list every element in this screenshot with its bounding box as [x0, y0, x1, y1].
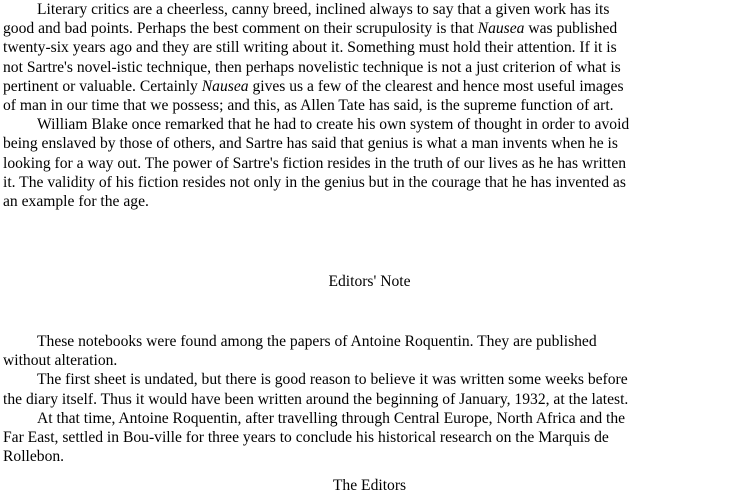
book-title-nausea: Nausea — [477, 20, 525, 38]
preface-p1-line5: pertinent or valuable. Certainly Nausea gives us a few of the clearest and hence most useful images — [3, 77, 624, 95]
note-p3-line1: At that time, Antoine Roquentin, after travelling through Central Europe, North Africa and the — [37, 409, 626, 427]
preface-p1-line3: twenty-six years ago and they are still writing about it. Something must hold their attention. If it is — [3, 39, 617, 57]
preface-p1-line1: Literary critics are a cheerless, canny breed, inclined always to say that a given work has its — [37, 1, 610, 18]
note-p1-line1: These notebooks were found among the papers of Antoine Roquentin. They are published — [37, 333, 597, 350]
preface-p1-line6: of man in our time that we possess; and this, as Allen Tate has said, is the supreme function of art. — [3, 97, 614, 115]
editors-signature: The Editors — [332, 477, 407, 494]
note-p2-line1: The first sheet is undated, but there is good reason to believe it was written some weeks before — [37, 371, 628, 389]
note-p3-line2: Far East, settled in Bou-ville for three years to conclude his historical research on the Marquis de — [3, 429, 609, 447]
preface-p2-line3: looking for a way out. The power of Sartre's fiction resides in the truth of our lives as he has written — [3, 154, 627, 172]
preface-p2-line2: being enslaved by those of others, and Sartre has said that genius is what a man invents when he is — [3, 135, 618, 153]
preface-p2-line1: William Blake once remarked that he had to create his own system of thought in order to avoid — [37, 116, 630, 134]
preface-p2-line5: an example for the age. — [3, 193, 149, 211]
preface-p2-line4: it. The validity of his fiction resides not only in the genius but in the courage that he has invented as — [3, 173, 626, 191]
preface-p1-line4: not Sartre's novel-istic technique, then perhaps novelistic technique is not a just criterion of what is — [3, 58, 621, 76]
preface-block — [3, 0, 739, 211]
preface-p1-line2: good and bad points. Perhaps the best comment on their scrupulosity is that Nausea was published — [3, 20, 618, 38]
editors-note-heading: Editors' Note — [328, 273, 411, 290]
note-p1-line2: without alteration. — [3, 352, 118, 370]
note-p2-line2: the diary itself. Thus it would have been written around the beginning of January, 1932, at the latest. — [3, 390, 629, 408]
editors-note-block — [3, 332, 739, 466]
note-p3-line3: Rollebon. — [3, 448, 65, 466]
book-title-nausea: Nausea — [201, 77, 249, 95]
